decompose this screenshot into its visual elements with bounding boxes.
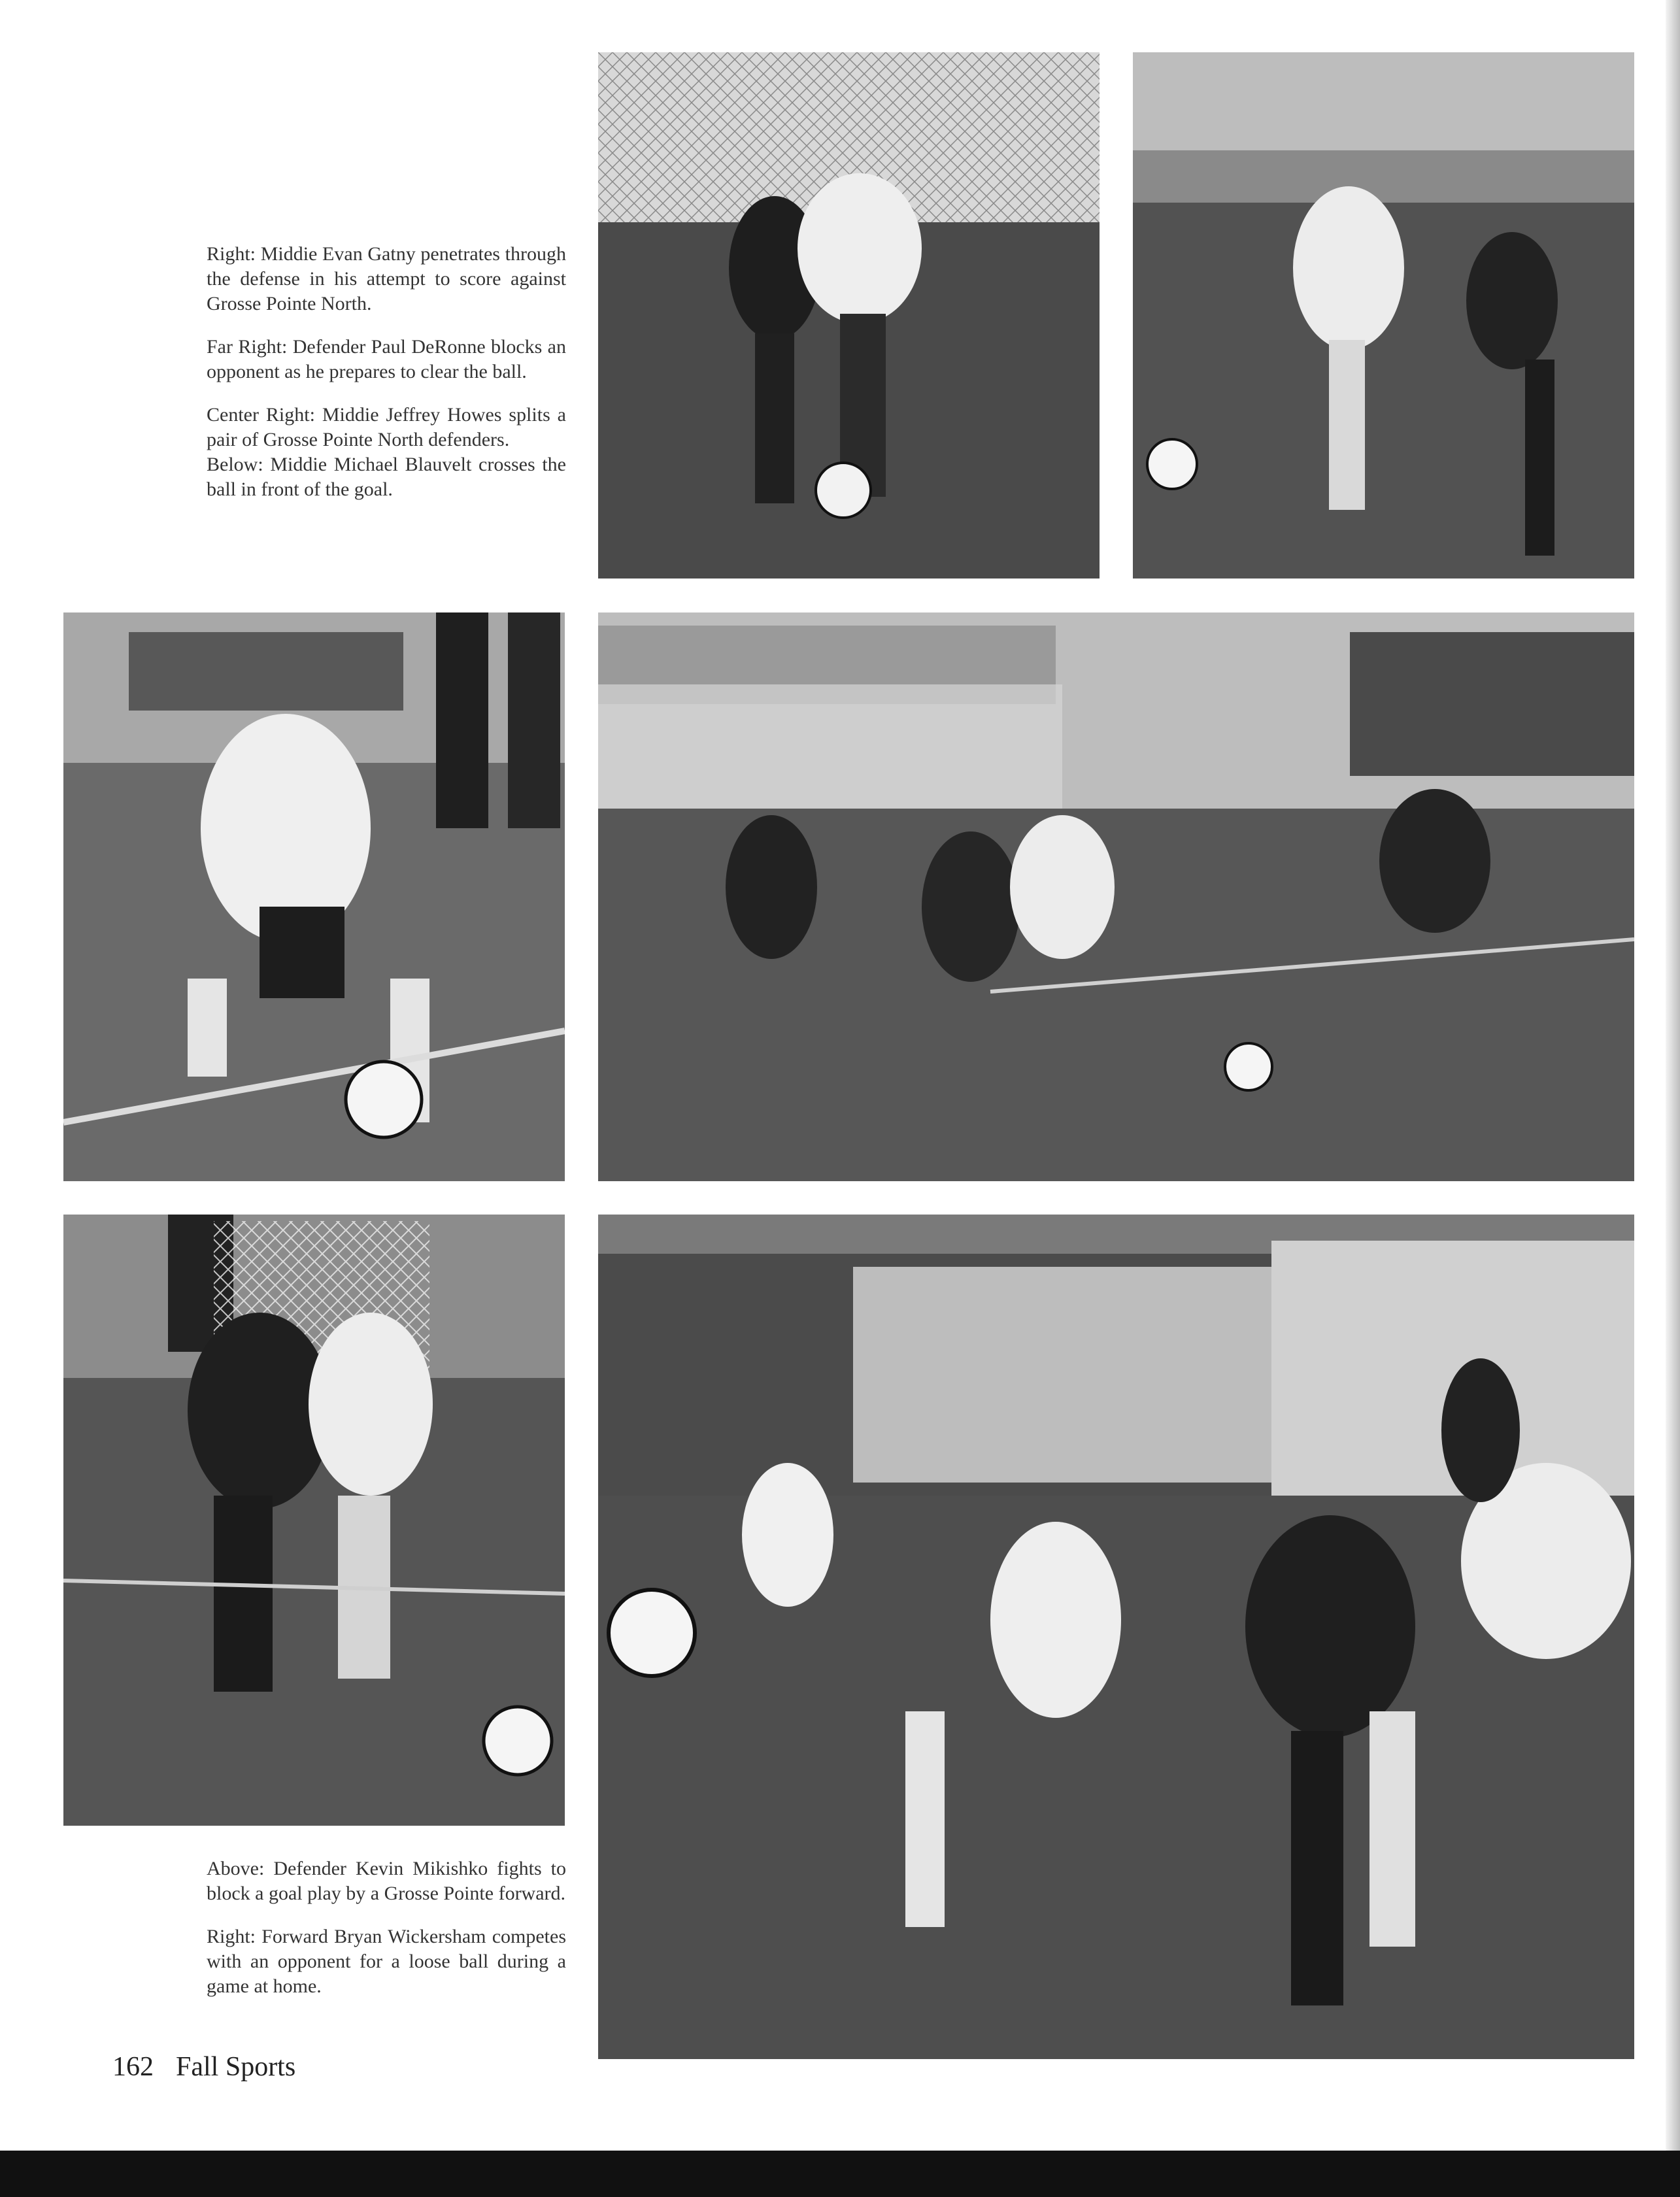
photo-bryan-wickersham	[598, 1215, 1634, 2059]
scan-bottom-band	[0, 2151, 1680, 2197]
page-footer	[112, 2051, 295, 2083]
caption-evan-gatny: Right: Middie Evan Gatny penetrates through the defense in his attempt to score against Grosse Pointe North.	[207, 243, 566, 314]
photo-kevin-mikishko	[63, 1215, 565, 1826]
photo-jeffrey-howes	[598, 612, 1634, 1181]
caption-column-bottom	[207, 1856, 566, 2017]
photo-paul-deronne	[1133, 52, 1634, 579]
scan-edge	[1666, 0, 1680, 2151]
caption-jeffrey-howes: Center Right: Middie Jeffrey Howes splits a pair of Grosse Pointe North defenders.	[207, 404, 566, 450]
caption-kevin-mikishko: Above: Defender Kevin Mikishko fights to block a goal play by a Grosse Pointe forward.	[207, 1858, 566, 1904]
caption-michael-blauvelt: Below: Middie Michael Blauvelt crosses the ball in front of the goal.	[207, 454, 566, 500]
photo-michael-blauvelt	[63, 612, 565, 1181]
caption-paul-deronne: Far Right: Defender Paul DeRonne blocks an opponent as he prepares to clear the ball.	[207, 336, 566, 382]
section-title: Fall Sports	[176, 2052, 296, 2082]
caption-column-top	[207, 242, 566, 520]
photo-evan-gatny	[598, 52, 1100, 579]
caption-bryan-wickersham: Right: Forward Bryan Wickersham competes with an opponent for a loose ball during a game at home.	[207, 1926, 566, 1997]
page-number: 162	[112, 2052, 154, 2082]
